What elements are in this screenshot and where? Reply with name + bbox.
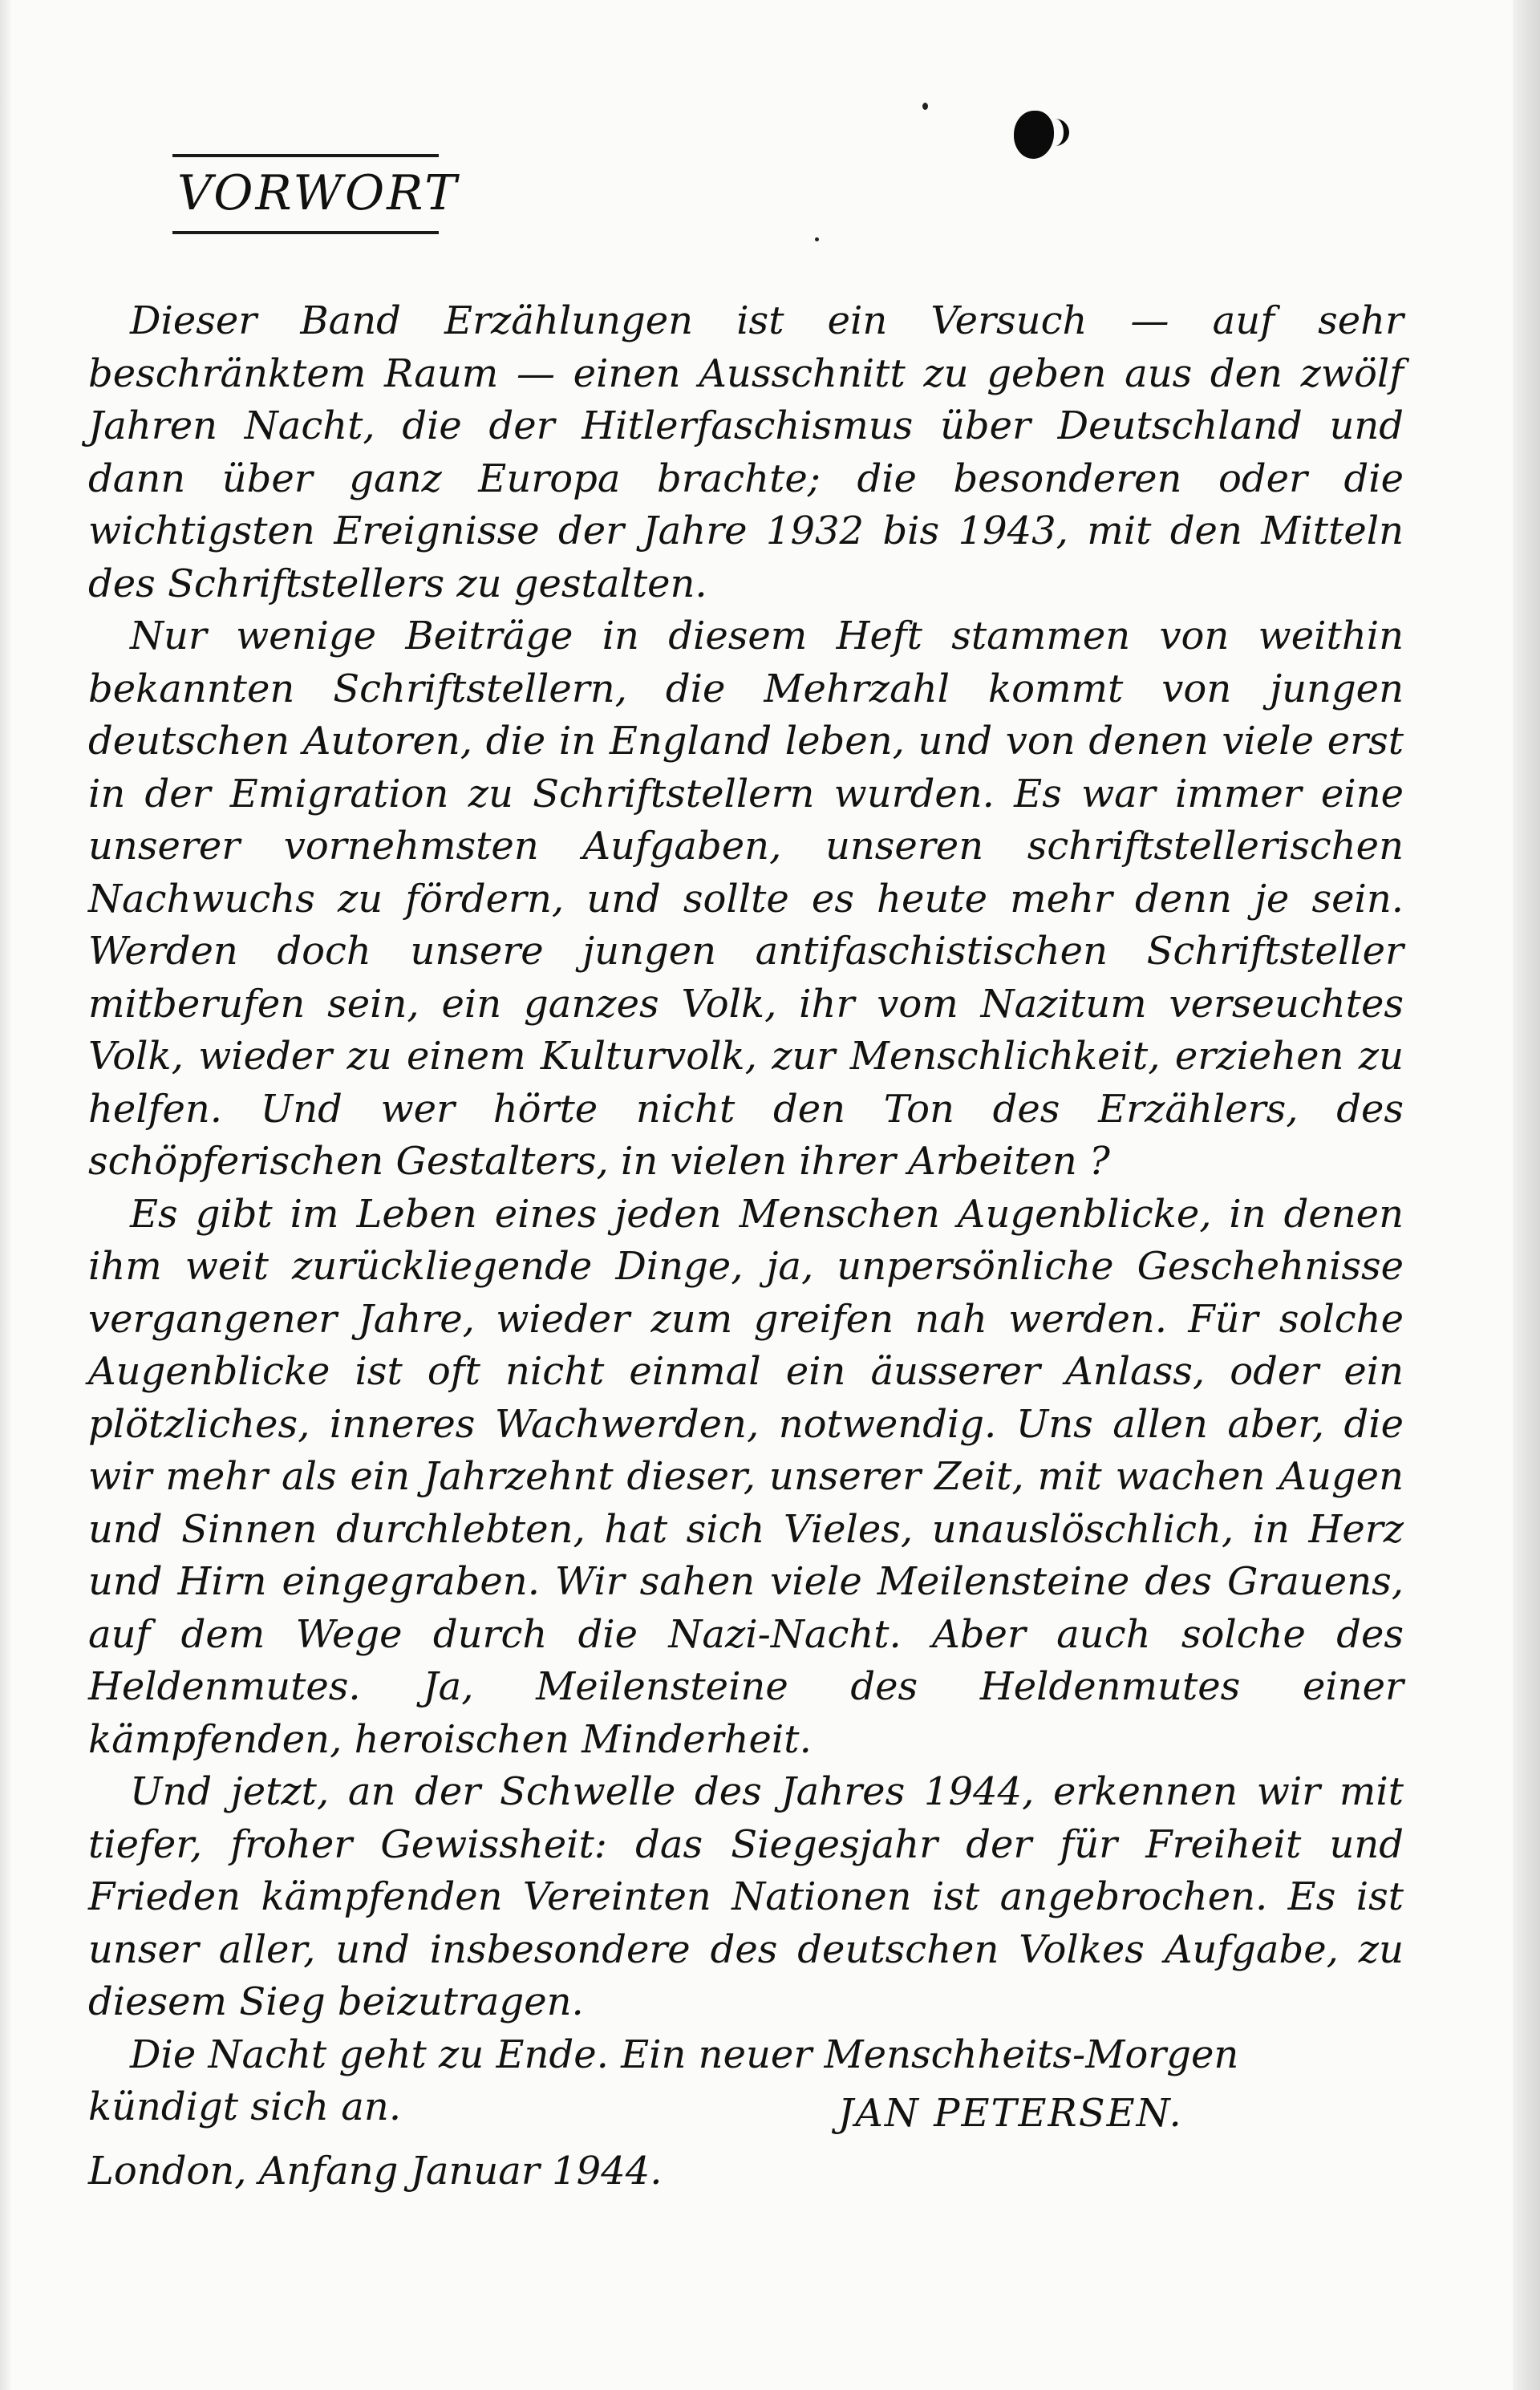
ink-speck [815,237,819,241]
page-heading: VORWORT [177,165,460,221]
paragraph: Nur wenige Beiträge in diesem Heft stammen von weithin bekannten Schriftstellern, die Mehrzahl kommt von jungen deutschen Autoren, die in England leben, und von denen viele erst in der Emigration zu Schriftstellern wurden. Es war immer eine unserer vornehmsten Aufgaben, unseren schriftstellerischen Nachwuchs zu fördern, und sollte es heute mehr denn je sein. Werden doch unsere jungen antifaschistischen Schriftsteller mitberufen sein, ein ganzes Volk, ihr vom Nazitum verseuchtes Volk, wieder zu einem Kulturvolk, zur Menschlichkeit, erziehen zu helfen. Und wer hörte nicht den Ton des Erzählers, des schöpferischen Gestalters, in vielen ihrer Arbeiten ? [88,614,1404,1184]
author-signature: JAN PETERSEN. [838,2091,1183,2136]
heading-rule-top [172,154,439,157]
closing-row [88,2081,1404,2134]
ink-speck [922,103,928,110]
page-right-edge [1513,0,1540,2390]
heading-block [172,154,460,234]
dateline: London, Anfang Januar 1944. [88,2148,663,2194]
closing-line: Die Nacht geht zu Ende. Ein neuer Menschheits-Morgen [130,2032,1239,2077]
foreword-text [88,295,1404,2198]
page-left-edge [0,0,11,2390]
ink-blot [1014,111,1054,159]
paragraph: Und jetzt, an der Schwelle des Jahres 1944, erkennen wir mit tiefer, froher Gewissheit: das Siegesjahr der für Freiheit und Frieden kämpfenden Vereinten Nationen ist angebrochen. Es ist unser aller, und insbesondere des deutschen Volkes Aufgabe, zu diesem Sieg beizutragen. [88,1769,1404,2024]
heading-rule-bottom [172,231,439,234]
paragraph: Dieser Band Erzählungen ist ein Versuch — auf sehr beschränktem Raum — einen Ausschnitt zu geben aus den zwölf Jahren Nacht, die der Hitlerfaschismus über Deutschland und dann über ganz Europa brachte; die besonderen oder die wichtigsten Ereignisse der Jahre 1932 bis 1943, mit den Mitteln des Schriftstellers zu gestalten. [88,298,1404,606]
paragraph: Es gibt im Leben eines jeden Menschen Augenblicke, in denen ihm weit zurückliegende Dinge, ja, unpersönliche Geschehnisse vergangener Jahre, wieder zum greifen nah werden. Für solche Augenblicke ist oft nicht einmal ein äusserer Anlass, oder ein plötzliches, inneres Wachwerden, notwendig. Uns allen aber, die wir mehr als ein Jahrzehnt dieser, unserer Zeit, mit wachen Augen und Sinnen durchlebten, hat sich Vieles, unauslöschlich, in Herz und Hirn eingegraben. Wir sahen viele Meilensteine des Grauens, auf dem Wege durch die Nazi-Nacht. Aber auch solche des Heldenmutes. Ja, Meilensteine des Heldenmutes einer kämpfenden, heroischen Minderheit. [88,1191,1404,1762]
closing-line-end: kündigt sich an. [88,2084,402,2129]
